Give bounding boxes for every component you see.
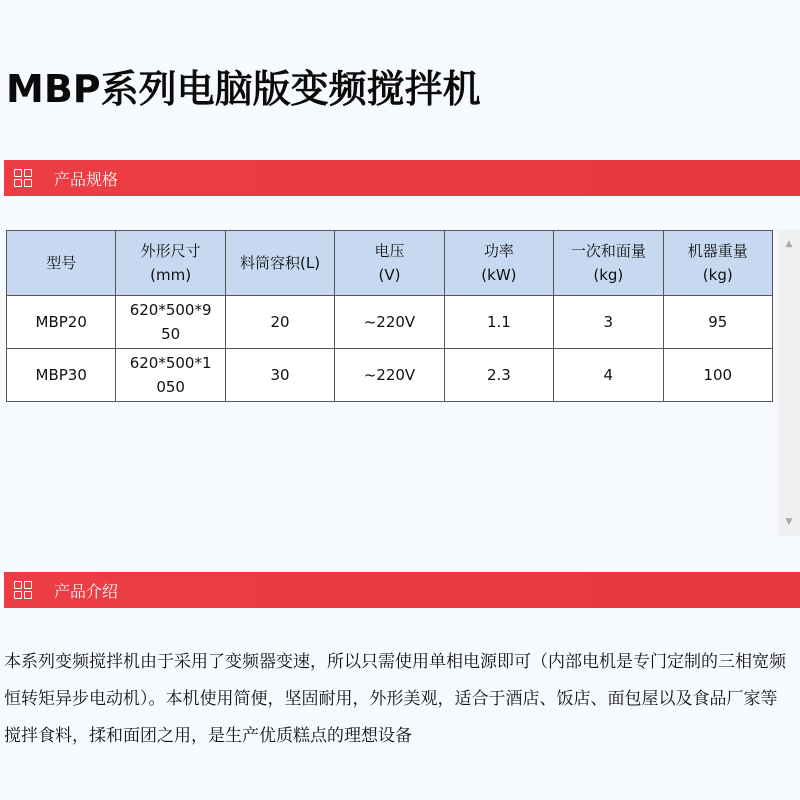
cell-size bbox=[116, 349, 225, 402]
header-unit: (kW) bbox=[481, 266, 517, 284]
cell-weight: 95 bbox=[663, 296, 772, 349]
header-model bbox=[7, 231, 116, 296]
header-voltage bbox=[335, 231, 444, 296]
grid-icon bbox=[14, 169, 32, 187]
header-unit: (V) bbox=[378, 266, 401, 284]
vertical-scrollbar[interactable] bbox=[778, 230, 800, 536]
header-dough bbox=[554, 231, 663, 296]
table-row bbox=[7, 349, 773, 402]
cell-volume: 20 bbox=[225, 296, 334, 349]
cell-power: 2.3 bbox=[444, 349, 553, 402]
cell-size-line1: 620*500*1 bbox=[129, 354, 212, 372]
header-size bbox=[116, 231, 225, 296]
section-label-spec: 产品规格 bbox=[54, 169, 119, 189]
cell-weight: 100 bbox=[663, 349, 772, 402]
spec-table-container[interactable] bbox=[6, 230, 800, 536]
header-unit: (kg) bbox=[702, 266, 733, 284]
cell-power: 1.1 bbox=[444, 296, 553, 349]
section-label-intro: 产品介绍 bbox=[54, 581, 119, 601]
header-text: 型号 bbox=[46, 254, 77, 272]
section-bar-spec bbox=[4, 160, 800, 196]
header-text: 机器重量 bbox=[687, 242, 748, 260]
cell-size-line2: 50 bbox=[161, 325, 181, 343]
cell-voltage: ~220V bbox=[335, 296, 444, 349]
cell-size bbox=[116, 296, 225, 349]
header-unit: (mm) bbox=[150, 266, 192, 284]
header-volume bbox=[225, 231, 334, 296]
cell-model: MBP30 bbox=[7, 349, 116, 402]
table-header-row bbox=[7, 231, 773, 296]
scroll-up-icon[interactable]: ▲ bbox=[785, 239, 793, 249]
cell-dough: 4 bbox=[554, 349, 663, 402]
cell-size-line2: 050 bbox=[156, 378, 185, 396]
cell-voltage: ~220V bbox=[335, 349, 444, 402]
spec-table bbox=[6, 230, 773, 402]
page-title: MBP系列电脑版变频搅拌机 bbox=[6, 67, 481, 111]
header-text: 外形尺寸 bbox=[140, 242, 201, 260]
cell-size-line1: 620*500*9 bbox=[129, 301, 212, 319]
header-text: 电压 bbox=[374, 242, 405, 260]
intro-paragraph: 本系列变频搅拌机由于采用了变频器变速，所以只需使用单相电源即可（内部电机是专门定制的三相宽频恒转矩异步电动机）。本机使用简便，坚固耐用，外形美观，适合于酒店、饭店、面包屋以及食品厂家等搅拌食料，揉和面团之用，是生产优质糕点的理想设备 bbox=[4, 652, 786, 746]
cell-volume: 30 bbox=[225, 349, 334, 402]
header-unit: (kg) bbox=[593, 266, 624, 284]
header-text: 功率 bbox=[483, 242, 514, 260]
section-bar-intro bbox=[4, 572, 800, 608]
header-text: 料筒容积(L) bbox=[240, 254, 321, 272]
header-text: 一次和面量 bbox=[570, 242, 646, 260]
cell-dough: 3 bbox=[554, 296, 663, 349]
scroll-down-icon[interactable]: ▼ bbox=[785, 517, 793, 527]
header-weight bbox=[663, 231, 772, 296]
cell-model: MBP20 bbox=[7, 296, 116, 349]
header-power bbox=[444, 231, 553, 296]
grid-icon bbox=[14, 581, 32, 599]
table-row bbox=[7, 296, 773, 349]
